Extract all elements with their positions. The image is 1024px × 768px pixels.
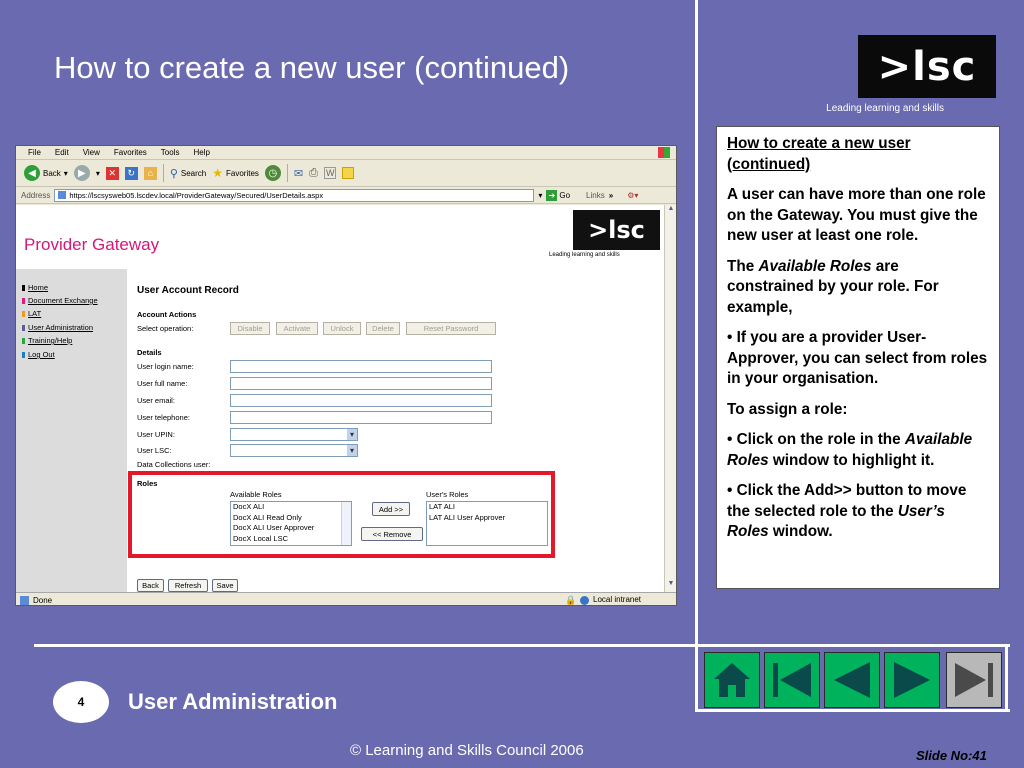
instructions-step-1: • Click on the role in the Available Roles window to highlight it.	[727, 431, 973, 469]
home-icon	[712, 660, 752, 700]
instructions-panel	[716, 126, 1000, 589]
list-item[interactable]: DocX Local LSC	[233, 533, 289, 543]
instructions-step-2: • Click the Add>> button to move the selected role to the User’s Roles window.	[727, 482, 967, 540]
page-icon	[58, 191, 66, 199]
browser-screenshot	[15, 145, 677, 606]
roles-heading: Roles	[137, 479, 158, 488]
nav-bottom-divider	[695, 709, 1010, 712]
remove-role-button[interactable]: << Remove	[361, 527, 423, 541]
instructions-example: • If you are a provider User-Approver, you can select from roles in your organisation.	[727, 329, 988, 387]
list-item[interactable]: LAT ALI	[429, 502, 455, 511]
security-zone: Local intranet	[593, 595, 642, 604]
menu-file[interactable]: File	[28, 148, 41, 157]
browser-statusbar	[16, 592, 677, 606]
home-page-icon[interactable]: ⌂	[144, 167, 157, 180]
history-icon[interactable]: ◷	[265, 165, 281, 181]
mail-icon[interactable]: ✉	[293, 167, 304, 180]
previous-slide-icon	[830, 658, 874, 702]
menu-view[interactable]: View	[82, 148, 100, 157]
back-arrow-icon: ◀	[24, 165, 40, 181]
lsc-logo: >lsc	[858, 35, 996, 98]
instructions-constraint: The Available Roles are constrained by your role. For example,	[727, 257, 939, 316]
refresh-page-button[interactable]: Refresh	[168, 579, 208, 592]
user-full-name-label: User full name:	[137, 379, 188, 388]
nav-next-button[interactable]	[884, 652, 940, 708]
nav-right-divider	[1005, 644, 1008, 712]
go-arrow-icon: ➔	[546, 190, 557, 201]
nav-previous-button[interactable]	[824, 652, 880, 708]
tools-icon[interactable]: ⚙▾	[627, 190, 639, 200]
sidebar-item-user-administration[interactable]: User Administration	[22, 323, 93, 332]
details-heading: Details	[137, 348, 162, 357]
page-scrollbar[interactable]	[664, 205, 677, 592]
vertical-divider	[695, 0, 698, 712]
user-email-label: User email:	[137, 396, 175, 405]
list-item[interactable]: DocX ALI Read Only	[233, 512, 302, 522]
back-button[interactable]: ◀ Back ▾	[24, 165, 68, 181]
select-operation-label: Select operation:	[137, 324, 194, 333]
add-role-button[interactable]: Add >>	[372, 502, 410, 516]
bullet-icon	[22, 311, 25, 317]
section-title: User Administration	[128, 689, 338, 714]
web-page	[16, 205, 664, 592]
unlock-button[interactable]: Unlock	[323, 322, 361, 335]
nav-last-button[interactable]	[946, 652, 1002, 708]
nav-home-button[interactable]	[704, 652, 760, 708]
user-telephone-label: User telephone:	[137, 413, 190, 422]
stop-icon[interactable]: ✕	[106, 167, 119, 180]
scroll-up-icon[interactable]: ▲	[667, 205, 675, 212]
bullet-icon	[22, 325, 25, 331]
menu-help[interactable]: Help	[193, 148, 210, 157]
edit-icon[interactable]: W	[325, 168, 335, 178]
slide-title: How to create a new user (continued)	[54, 50, 570, 85]
user-telephone-input[interactable]	[230, 411, 492, 424]
browser-menubar	[16, 146, 676, 160]
lsc-logo-tagline: Leading learning and skills	[826, 103, 944, 114]
bullet-icon	[22, 352, 25, 358]
first-slide-icon	[770, 658, 814, 702]
available-roles-label: Available Roles	[230, 490, 282, 499]
url-dropdown-icon[interactable]: ▾	[538, 190, 543, 200]
list-item[interactable]: LAT ALI User Approver	[429, 512, 506, 522]
forward-arrow-icon[interactable]: ▶	[74, 165, 90, 181]
go-button[interactable]: ➔ Go	[546, 190, 570, 201]
last-slide-icon	[952, 658, 996, 702]
activate-button[interactable]: Activate	[276, 322, 318, 335]
search-button[interactable]: ⚲ Search	[169, 167, 207, 180]
menu-edit[interactable]: Edit	[54, 148, 69, 157]
refresh-icon[interactable]: ↻	[125, 167, 138, 180]
windows-flag-icon	[658, 147, 670, 158]
user-lsc-select[interactable]	[230, 444, 358, 457]
back-page-button[interactable]: Back	[137, 579, 164, 592]
url-input[interactable]: https://lscsysweb05.lscdev.local/ProviderGateway/Secured/UserDetails.aspx	[54, 189, 534, 202]
page-number-badge: 4	[53, 681, 109, 723]
users-roles-label: User's Roles	[426, 490, 469, 499]
list-item[interactable]: DocX ALI User Approver	[233, 523, 315, 532]
sidebar-item-lat[interactable]: LAT	[22, 309, 41, 318]
slide-number: Slide No:41	[916, 748, 987, 763]
instructions-heading: How to create a new user (continued)	[727, 135, 911, 173]
favorites-button[interactable]: ★ Favorites	[212, 166, 259, 180]
page-logo-tagline: Leading learning and skills	[549, 252, 620, 258]
data-collections-user-label: Data Collections user:	[137, 460, 211, 469]
available-roles-listbox[interactable]	[230, 501, 352, 546]
page-sidebar	[16, 269, 127, 592]
horizontal-divider	[34, 644, 1010, 647]
page-lsc-logo: >lsc	[573, 210, 660, 250]
instructions-assign-heading: To assign a role:	[727, 400, 848, 418]
listbox-scrollbar[interactable]	[341, 502, 351, 545]
user-login-name-input[interactable]	[230, 360, 492, 373]
provider-gateway-title: Provider Gateway	[24, 235, 160, 254]
status-text: Done	[33, 595, 53, 605]
sidebar-item-home[interactable]: Home	[22, 283, 48, 292]
user-lsc-label: User LSC:	[137, 446, 172, 455]
bullet-icon	[22, 298, 25, 304]
sidebar-item-log-out[interactable]: Log Out	[22, 350, 55, 359]
nav-first-button[interactable]	[764, 652, 820, 708]
user-full-name-input[interactable]	[230, 377, 492, 390]
disable-button[interactable]: Disable	[230, 322, 270, 335]
links-button[interactable]: Links	[586, 190, 605, 200]
messenger-icon[interactable]	[342, 167, 354, 179]
page-done-icon	[20, 596, 29, 605]
copyright: © Learning and Skills Council 2006	[350, 742, 584, 759]
intranet-icon	[580, 596, 589, 605]
lock-icon: 🔒	[565, 595, 577, 605]
user-upin-label: User UPIN:	[137, 430, 175, 439]
star-icon: ★	[212, 166, 224, 180]
scroll-down-icon[interactable]: ▼	[667, 580, 675, 587]
save-button[interactable]: Save	[212, 579, 238, 592]
user-upin-select[interactable]	[230, 428, 358, 441]
sidebar-item-document-exchange[interactable]: Document Exchange	[22, 296, 98, 305]
next-slide-icon	[890, 658, 934, 702]
account-actions-heading: Account Actions	[137, 310, 197, 319]
browser-toolbar: ◀ Back ▾ ▶ ▾ ✕ ↻ ⌂ ⚲ Search ★ Favorites ◷ ✉ ⎙ W	[16, 160, 676, 187]
address-bar: Address https://lscsysweb05.lscdev.local/ProviderGateway/Secured/UserDetails.aspx ▾ ➔ Go Links » ⚙▾	[16, 187, 676, 204]
users-roles-listbox[interactable]	[426, 501, 548, 546]
user-account-record-heading: User Account Record	[137, 285, 239, 296]
search-icon: ⚲	[169, 167, 178, 180]
bullet-icon	[22, 338, 25, 344]
bullet-icon	[22, 285, 25, 291]
delete-button[interactable]: Delete	[366, 322, 400, 335]
sidebar-item-training-help[interactable]: Training/Help	[22, 336, 72, 345]
print-icon[interactable]: ⎙	[309, 166, 318, 179]
list-item[interactable]: DocX ALI	[233, 502, 265, 511]
user-login-name-label: User login name:	[137, 362, 194, 371]
reset-password-button[interactable]: Reset Password	[406, 322, 496, 335]
instructions-intro: A user can have more than one role on the Gateway. You must give the new user at least one role.	[727, 186, 986, 244]
menu-tools[interactable]: Tools	[160, 148, 180, 157]
menu-favorites[interactable]: Favorites	[113, 148, 147, 157]
user-email-input[interactable]	[230, 394, 492, 407]
